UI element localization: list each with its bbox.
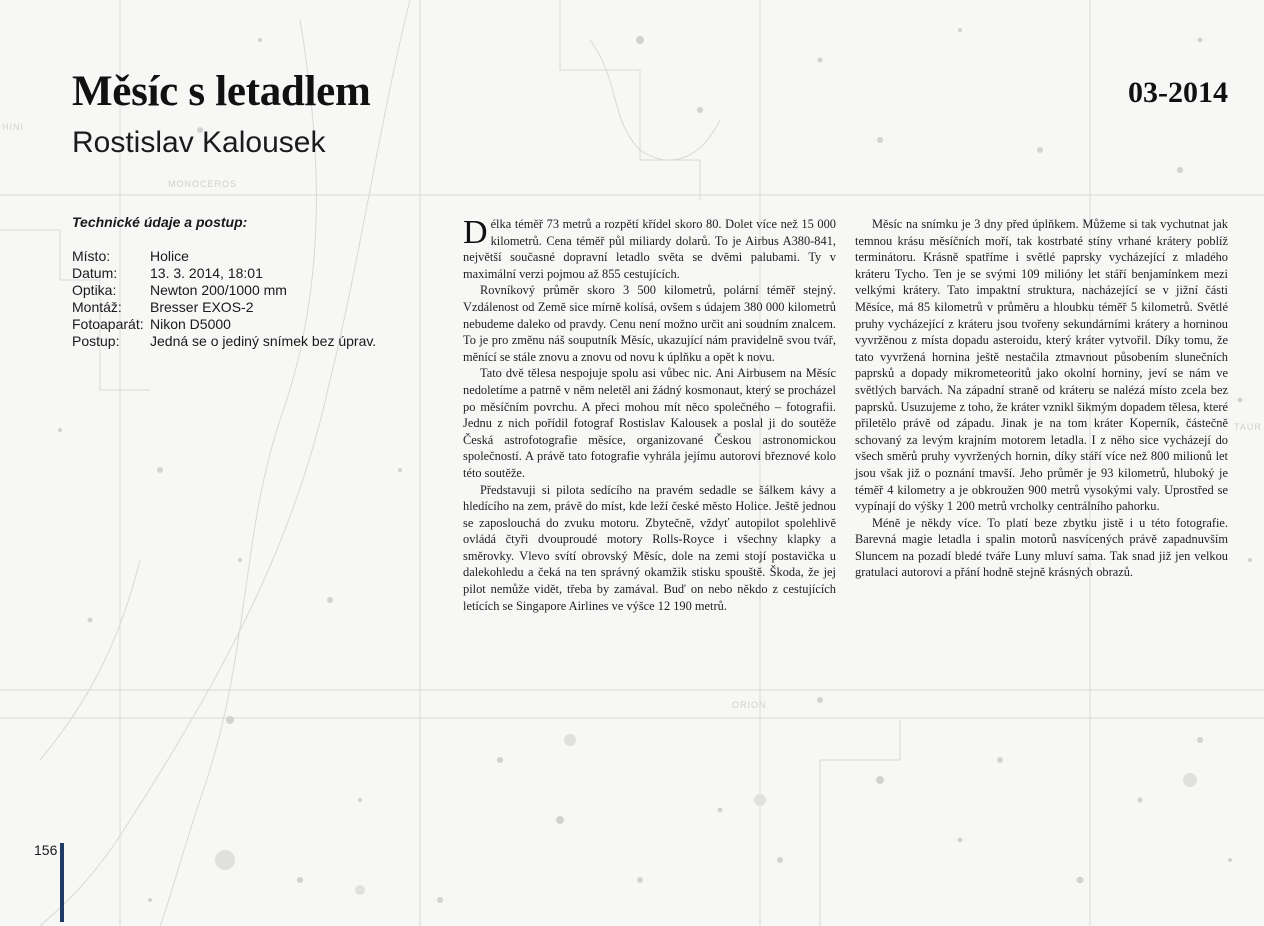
tech-value: Nikon D5000 [150, 316, 231, 332]
tech-label: Místo: [72, 248, 111, 264]
drop-cap: D [463, 214, 488, 251]
tech-value: Bresser EXOS-2 [150, 299, 254, 315]
issue-number: 03-2014 [1128, 76, 1228, 109]
tech-row-procedure [72, 333, 412, 350]
article-paragraph: Tato dvě tělesa nespojuje spolu asi vůbec nic. Ani Airbusem na Měsíc nedoletíme a patrně v něm neletěl ani žádný kosmonaut, který se procházel po měsíčním povrchu. A přeci mohou mít něco společného – fotografii. Jednu z nich pořídil fotograf Rostislav Kalousek a poslal ji do soutěže Česká astrofotografie měsíce, organizované Českou astronomickou společností. A právě tato fotografie vyhrála jejímu autorovi březnové kolo této soutěže. [463, 366, 836, 480]
tech-label: Optika: [72, 282, 117, 298]
starmap-label-orion: ORION [732, 700, 767, 710]
starmap-label-monoceros: MONOCEROS [168, 179, 238, 189]
paragraph-text: élka téměř 73 metrů a rozpětí křídel skoro 80. Dolet více než 15 000 kilometrů. Cena téměř půl miliardy dolarů. To je Airbus A380-841, největší současné dopravní letadlo světa se dvěmi palubami. Ty v maximální verzi pojmou až 855 cestujících. [463, 217, 836, 281]
tech-value: Holice [150, 248, 189, 264]
article-paragraph: Představuji si pilota sedícího na pravém sedadle se šálkem kávy a hledícího na zem, právě do míst, kde leží české město Holice. Ještě jednou se zaposlouchá do zvuku motoru. Zbytečně, vždyť autopilot spolehlivě ovládá čtyři dvouproudé motory Rolls-Royce i všechny klapky a směrovky. Vlevo svítí obrovský Měsíc, dole na zemi stojí postavička u dalekohledu a čeká na ten správný okamžik stisku spouště. Škoda, že jej pilot nemůže vidět, třeba by zamával. Buď on nebo někdo z cestujících letících se Singapore Airlines ve výšce 12 190 metrů. [463, 482, 836, 613]
starmap-label-hini: HINI [2, 122, 24, 132]
article-column-right [855, 216, 1228, 581]
tech-label: Fotoaparát: [72, 316, 144, 332]
article-paragraph [463, 216, 836, 282]
article-title: Měsíc s letadlem [72, 68, 371, 115]
article-author: Rostislav Kalousek [72, 126, 326, 159]
page-number: 156 [34, 842, 58, 858]
article-column-left [463, 216, 836, 614]
tech-row-date [72, 265, 412, 282]
tech-value: 13. 3. 2014, 18:01 [150, 265, 263, 281]
tech-label: Postup: [72, 333, 120, 349]
tech-value: Jedná se o jediný snímek bez úprav. [150, 333, 377, 349]
tech-row-place [72, 248, 412, 265]
article-paragraph: Měsíc na snímku je 3 dny před úplňkem. Můžeme si tak vychutnat jak temnou krásu měsíčních moří, tak kostrbaté stíny vrhané krátery poblíž terminátoru. Krásně spatříme i světlé paprsky vycházející z mladého kráteru Tycho. Ten je se svými 109 milióny let stáří benjamínkem mezi velkými krátery. Tato impaktní struktura, nacházející se v jižní části Měsíce, má 85 kilometrů v průměru a hloubku téměř 5 kilometrů. Světlé pruhy vycházející z kráteru jsou tvořeny sekundárními krátery a horninou vyvržěnou z místa dopadu asteroidu, který kráter vytvořil. Díky tomu, že tato vyvržená hornina ještě nestačila ztmavnout působením slunečních paprsků a dopady mikrometeoritů jako okolní horniny, jeví se nám ve světlých barvách. Na západní straně od kráteru se nalézá místo zcela bez paprsků. Usuzujeme z toho, že kráter vznikl šikmým dopadem tělesa, které přiletělo právě od západu. Jinak je na tom kráter Koperník, částečně schovaný za levým krajním motorem letadla. I z něho sice vycházejí do všech směrů pruhy vyvržených hornin, díky stáří více než 800 milionů let jsou však již o poznání tmavší. Jeho průměr je 93 kilometrů, hluboký je téměř 4 kilometry a je obkroužen 900 metrů vysokými valy. Uprostřed se vypínají do výšky 1 200 metrů vrcholky centrálního pahorku. [855, 217, 1228, 514]
tech-row-camera [72, 316, 412, 333]
article-paragraph: Méně je někdy více. To platí beze zbytku jistě i u této fotografie. Barevná magie letadla i spalin motorů nasvícených právě zapadnuvším Sluncem na pozadí bledé tváře Luny mluví sama. Tak snad již jen velkou gratulaci autorovi a přání hodně stejně krásných obrazů. [855, 515, 1228, 580]
page-accent-bar [60, 843, 64, 922]
starmap-label-taur: TAUR [1234, 422, 1262, 432]
tech-label: Montáž: [72, 299, 122, 315]
tech-row-optics [72, 282, 412, 299]
technical-details [72, 214, 412, 350]
tech-value: Newton 200/1000 mm [150, 282, 287, 298]
tech-label: Datum: [72, 265, 118, 281]
article-paragraph: Rovníkový průměr skoro 3 500 kilometrů, polární téměř stejný. Vzdálenost od Země sice mírně kolísá, ovšem s údajem 380 000 kilometrů nebudeme daleko od pravdy. Cenu není možno určit ani soudním znalcem. To je pro změnu náš souputník Měsíc, ukazující nám pravidelně svou tvář, měnící se stále znovu a znovu od novu k úplňku a opět k novu. [463, 283, 836, 364]
tech-row-mount [72, 299, 412, 316]
technical-details-heading: Technické údaje a postup: [72, 214, 248, 230]
